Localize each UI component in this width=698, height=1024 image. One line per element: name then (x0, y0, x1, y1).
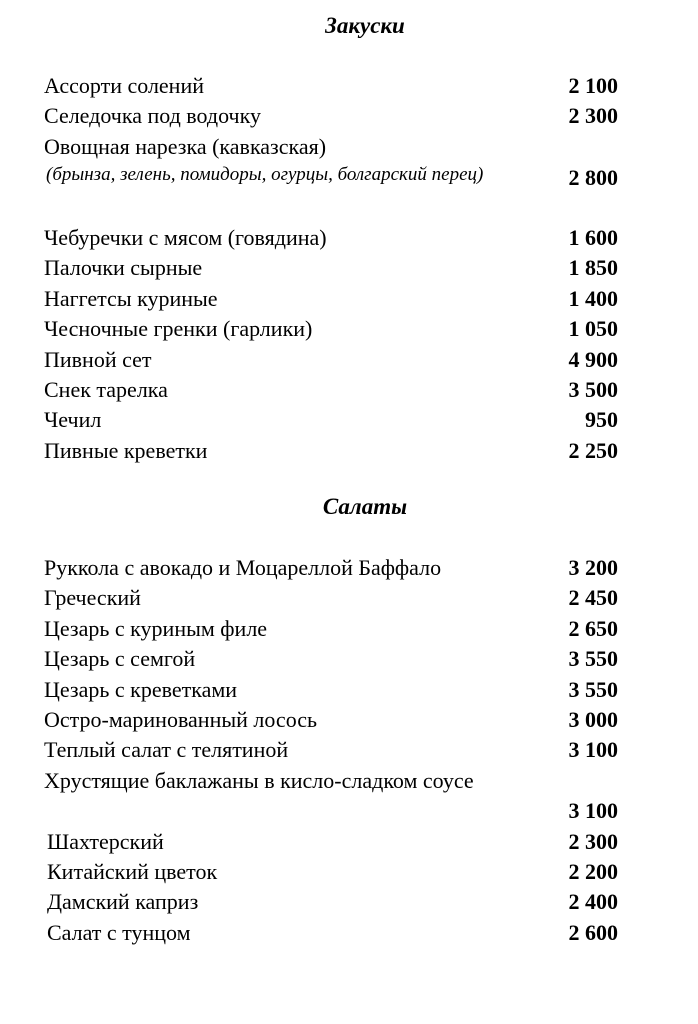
item-price: 3 000 (568, 706, 618, 732)
menu-item (44, 887, 618, 917)
item-name: Снек тарелка (44, 376, 168, 402)
item-name: Пивные креветки (44, 437, 208, 463)
item-price: 2 650 (568, 615, 618, 641)
item-name: Теплый салат с телятиной (44, 737, 289, 763)
item-name: Цезарь с куриным филе (44, 615, 268, 641)
item-price: 1 850 (568, 255, 618, 281)
menu-list-salaty (44, 553, 618, 948)
item-name: Остро-маринованный лосось (44, 706, 318, 732)
item-name: Пивной сет (44, 346, 152, 372)
menu-item (44, 675, 618, 705)
item-description: (брынза, зелень, помидоры, огурцы, болгарский перец) (46, 164, 484, 186)
item-name: Цезарь с семгой (44, 646, 196, 672)
menu-item (44, 101, 618, 131)
item-name: Наггетсы куриные (44, 285, 218, 311)
item-price: 3 550 (568, 676, 618, 702)
item-price: 1 400 (568, 285, 618, 311)
item-price: 1 050 (568, 316, 618, 342)
item-price: 2 600 (568, 919, 618, 945)
item-price: 2 250 (568, 437, 618, 463)
menu-item (44, 918, 618, 948)
menu-item (44, 705, 618, 735)
item-price: 2 300 (568, 828, 618, 854)
menu-item (44, 405, 618, 435)
item-name: Салат с тунцом (47, 919, 191, 945)
item-price: 2 300 (568, 103, 618, 129)
menu-item (44, 314, 618, 344)
item-name: Селедочка под водочку (44, 103, 261, 129)
item-price: 3 500 (568, 376, 618, 402)
section-title-zakuski: Закуски (325, 13, 405, 38)
item-price: 950 (585, 407, 618, 433)
item-name: Дамский каприз (47, 889, 199, 915)
menu-item (44, 644, 618, 674)
item-name: Ассорти солений (44, 73, 205, 98)
item-price: 3 200 (568, 554, 618, 580)
menu-item (44, 827, 618, 857)
item-price: 3 100 (568, 798, 618, 824)
menu-item (44, 375, 618, 405)
menu-item (44, 345, 618, 375)
item-name: Чесночные гренки (гарлики) (44, 316, 313, 342)
item-price: 2 450 (568, 585, 618, 611)
item-name: Палочки сырные (44, 255, 203, 281)
section-title-salaty: Салаты (322, 494, 408, 519)
menu-item (44, 223, 618, 253)
item-name: Овощная нарезка (кавказская) (44, 133, 327, 159)
menu-item (44, 553, 618, 583)
item-price: 2 100 (568, 72, 618, 98)
menu-item (44, 614, 618, 644)
item-name: Шахтерский (47, 828, 164, 854)
item-price: 2 800 (568, 164, 618, 190)
menu-item (44, 71, 618, 101)
item-name: Чечил (44, 407, 102, 433)
menu-list-zakuski (44, 71, 618, 466)
item-price: 3 100 (568, 737, 618, 763)
item-name: Цезарь с креветками (44, 676, 238, 702)
menu-item (44, 284, 618, 314)
menu-item (44, 766, 618, 827)
item-price: 4 900 (568, 346, 618, 372)
item-name: Руккола с авокадо и Моцареллой Баффало (44, 555, 442, 580)
menu-item (44, 857, 618, 887)
menu-item (44, 583, 618, 613)
item-price: 2 400 (568, 889, 618, 915)
item-price: 2 200 (568, 858, 618, 884)
item-name: Греческий (44, 585, 141, 611)
item-name: Китайский цветок (47, 858, 218, 884)
menu-item (44, 436, 618, 466)
menu-item (44, 253, 618, 283)
item-price: 3 550 (568, 646, 618, 672)
item-price: 1 600 (568, 224, 618, 250)
menu-item (44, 735, 618, 765)
item-name: Чебуречки с мясом (говядина) (44, 224, 327, 250)
item-name: Хрустящие баклажаны в кисло-сладком соусе (44, 767, 474, 793)
menu-item (44, 132, 618, 223)
